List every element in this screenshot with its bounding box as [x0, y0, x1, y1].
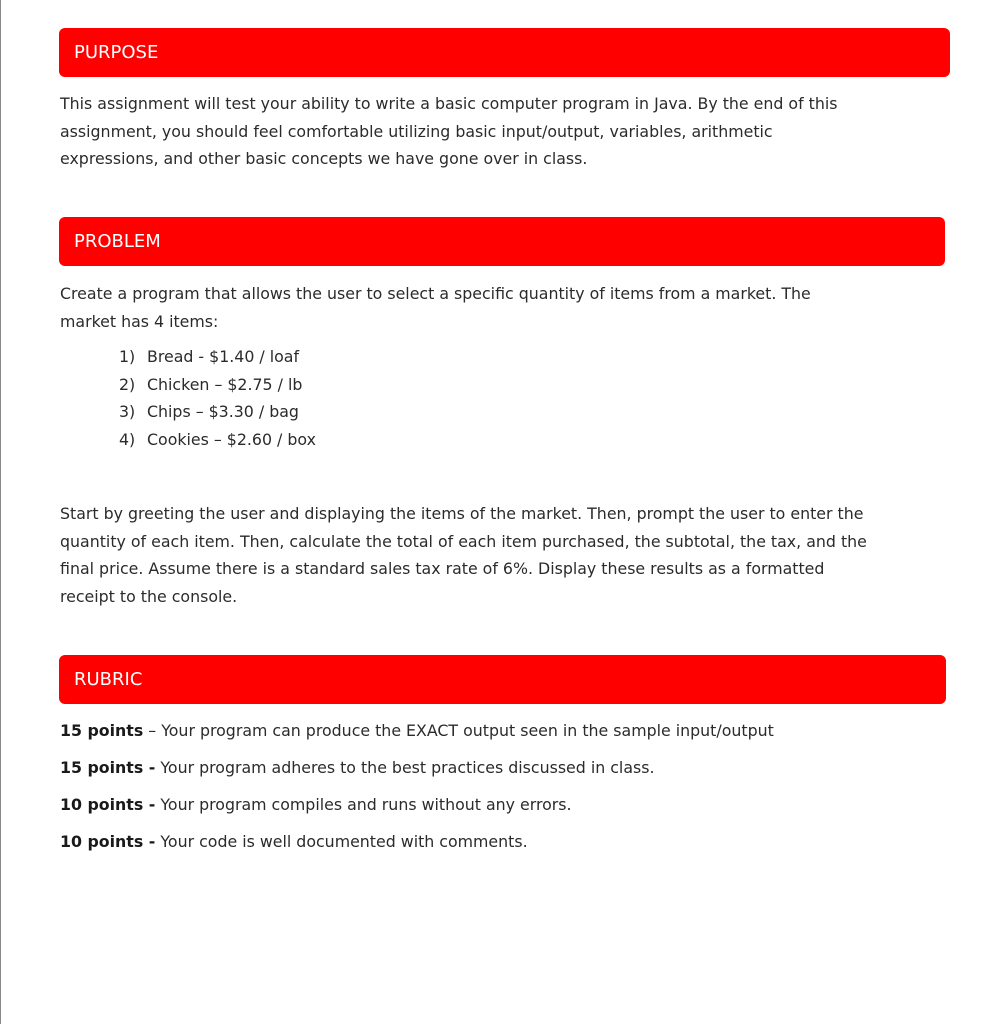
- rubric-points: 15 points -: [60, 758, 156, 777]
- rubric-description: Your code is well documented with comments.: [160, 832, 528, 851]
- item-text: Cookies – $2.60 / box: [147, 429, 316, 449]
- instructions-line: receipt to the console.: [60, 586, 238, 606]
- problem-header: [59, 217, 945, 266]
- list-item: [119, 398, 316, 426]
- purpose-heading: PURPOSE: [74, 42, 159, 63]
- problem-heading: PROBLEM: [74, 231, 161, 252]
- item-text: Chicken – $2.75 / lb: [147, 374, 303, 394]
- rubric-header: [59, 655, 946, 704]
- rubric-heading: RUBRIC: [74, 669, 143, 690]
- rubric-row: [60, 791, 572, 818]
- purpose-line: expressions, and other basic concepts we have gone over in class.: [60, 149, 588, 168]
- rubric-points: 15 points: [60, 721, 144, 740]
- rubric-separator: –: [143, 721, 162, 740]
- item-number: 4): [119, 429, 136, 449]
- rubric-row: [60, 754, 654, 781]
- purpose-paragraph: [60, 90, 838, 173]
- rubric-points: 10 points -: [60, 832, 156, 851]
- rubric-description: Your program compiles and runs without any errors.: [160, 795, 572, 814]
- instructions-line: final price. Assume there is a standard sales tax rate of 6%. Display these results as a formatted: [60, 559, 825, 578]
- market-item-list: [119, 343, 316, 453]
- item-number: 3): [119, 402, 136, 421]
- item-text: Bread - $1.40 / loaf: [147, 347, 300, 366]
- purpose-line: This assignment will test your ability to write a basic computer program in Java. By the end of this: [60, 94, 838, 113]
- instructions-line: quantity of each item. Then, calculate the total of each item purchased, the subtotal, the tax, and the: [60, 531, 867, 551]
- instructions-line: Start by greeting the user and displaying the items of the market. Then, prompt the user to enter the: [60, 504, 864, 523]
- problem-intro: [60, 280, 811, 335]
- item-number: 1): [119, 347, 136, 366]
- purpose-line: assignment, you should feel comfortable utilizing basic input/output, variables, arithmetic: [60, 121, 773, 141]
- list-item: [119, 371, 316, 399]
- list-item: [119, 343, 316, 371]
- item-number: 2): [119, 374, 136, 394]
- problem-intro-line: Create a program that allows the user to select a specific quantity of items from a market. The: [60, 284, 811, 303]
- item-text: Chips – $3.30 / bag: [147, 402, 299, 421]
- problem-instructions: [60, 500, 867, 610]
- problem-intro-line: market has 4 items:: [60, 311, 219, 331]
- rubric-row: [60, 717, 774, 744]
- purpose-header: [59, 28, 950, 77]
- rubric-description: Your program adheres to the best practices discussed in class.: [160, 758, 655, 777]
- list-item: [119, 426, 316, 454]
- rubric-points: 10 points -: [60, 795, 156, 814]
- rubric-description: Your program can produce the EXACT output seen in the sample input/output: [161, 721, 774, 740]
- rubric-row: [60, 828, 528, 855]
